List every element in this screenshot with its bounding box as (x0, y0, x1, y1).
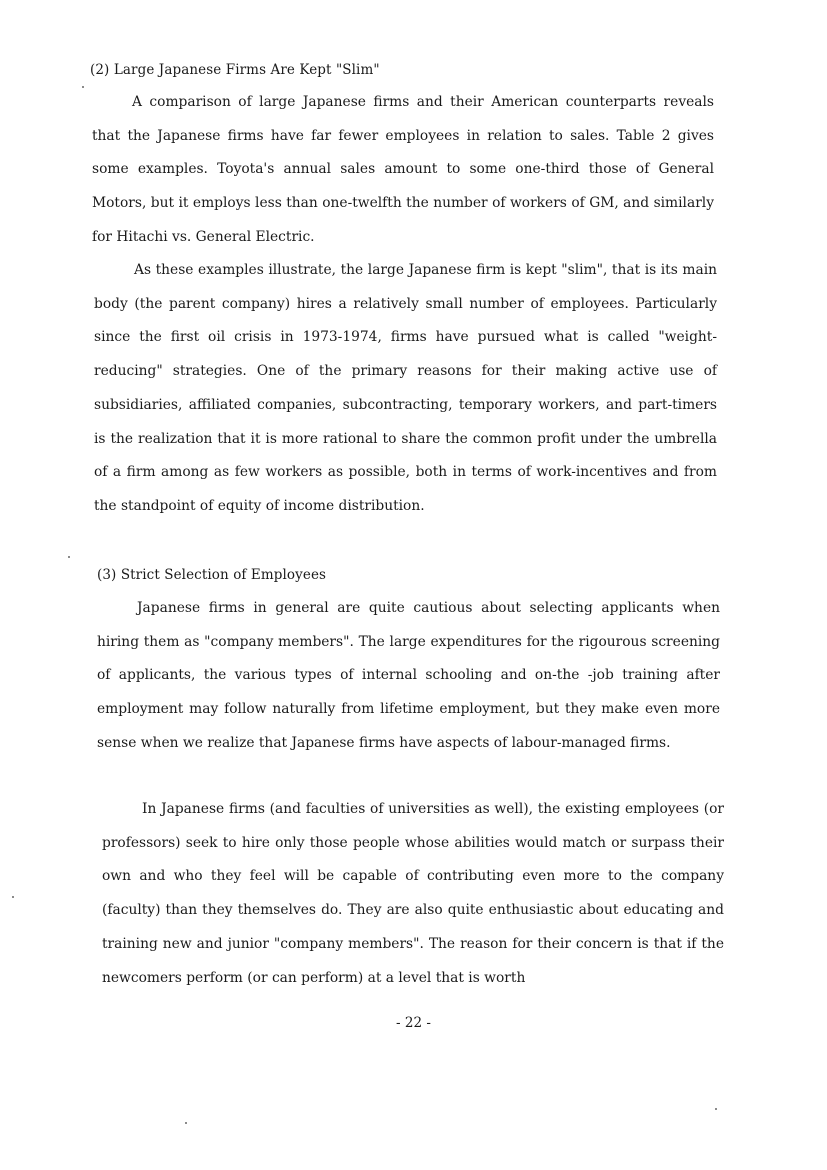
page-number: - 22 - (396, 1015, 431, 1031)
scan-speck (82, 86, 84, 88)
section-2-paragraph-1: A comparison of large Japanese firms and their American counterparts reveals that the Japanese firms have far fewer employees in relation to sales. Table 2 gives some examples. Toyota's annual sales amount to some one-third those of General Motors, but it employs less than one-twelfth the number of workers of GM, and similarly for Hitachi vs. General Electric. (92, 94, 714, 245)
section-3-paragraph-2: In Japanese firms (and faculties of universities as well), the existing employees (or professors) seek to hire only those people whose abilities would match or surpass their own and who they feel will be capable of contributing even more to the company (faculty) than they themselves do. They are also quite enthusiastic about educating and training new and junior "company members". The reason for their concern is that if the newcomers perform (or can perform) at a level that is worth (102, 801, 724, 986)
scan-speck (68, 556, 70, 558)
section-3-heading: (3) Strict Selection of Employees (97, 567, 327, 583)
section-3-paragraph-1: Japanese firms in general are quite cautious about selecting applicants when hiring them as "company members". The large expenditures for the rigourous screening of applicants, the various types of internal schooling and on-the -job training after employment may follow naturally from lifetime employment, but they make even more sense when we realize that Japanese firms have aspects of labour-managed firms. (97, 600, 720, 751)
scan-speck (12, 896, 14, 898)
scan-speck (185, 1122, 187, 1124)
scan-speck (715, 1108, 717, 1110)
section-2-heading: (2) Large Japanese Firms Are Kept "Slim" (90, 62, 380, 78)
section-2-paragraph-2: As these examples illustrate, the large Japanese firm is kept "slim", that is its main body (the parent company) hires a relatively small number of employees. Particularly since the first oil crisis in 1973-1974, firms have pursued what is called "weight-reducing" strategies. One of the primary reasons for their making active use of subsidiaries, affiliated companies, subcontracting, temporary workers, and part-timers is the realization that it is more rational to share the common profit under the umbrella of a firm among as few workers as possible, both in terms of work-incentives and from the standpoint of equity of income distribution. (94, 262, 717, 514)
